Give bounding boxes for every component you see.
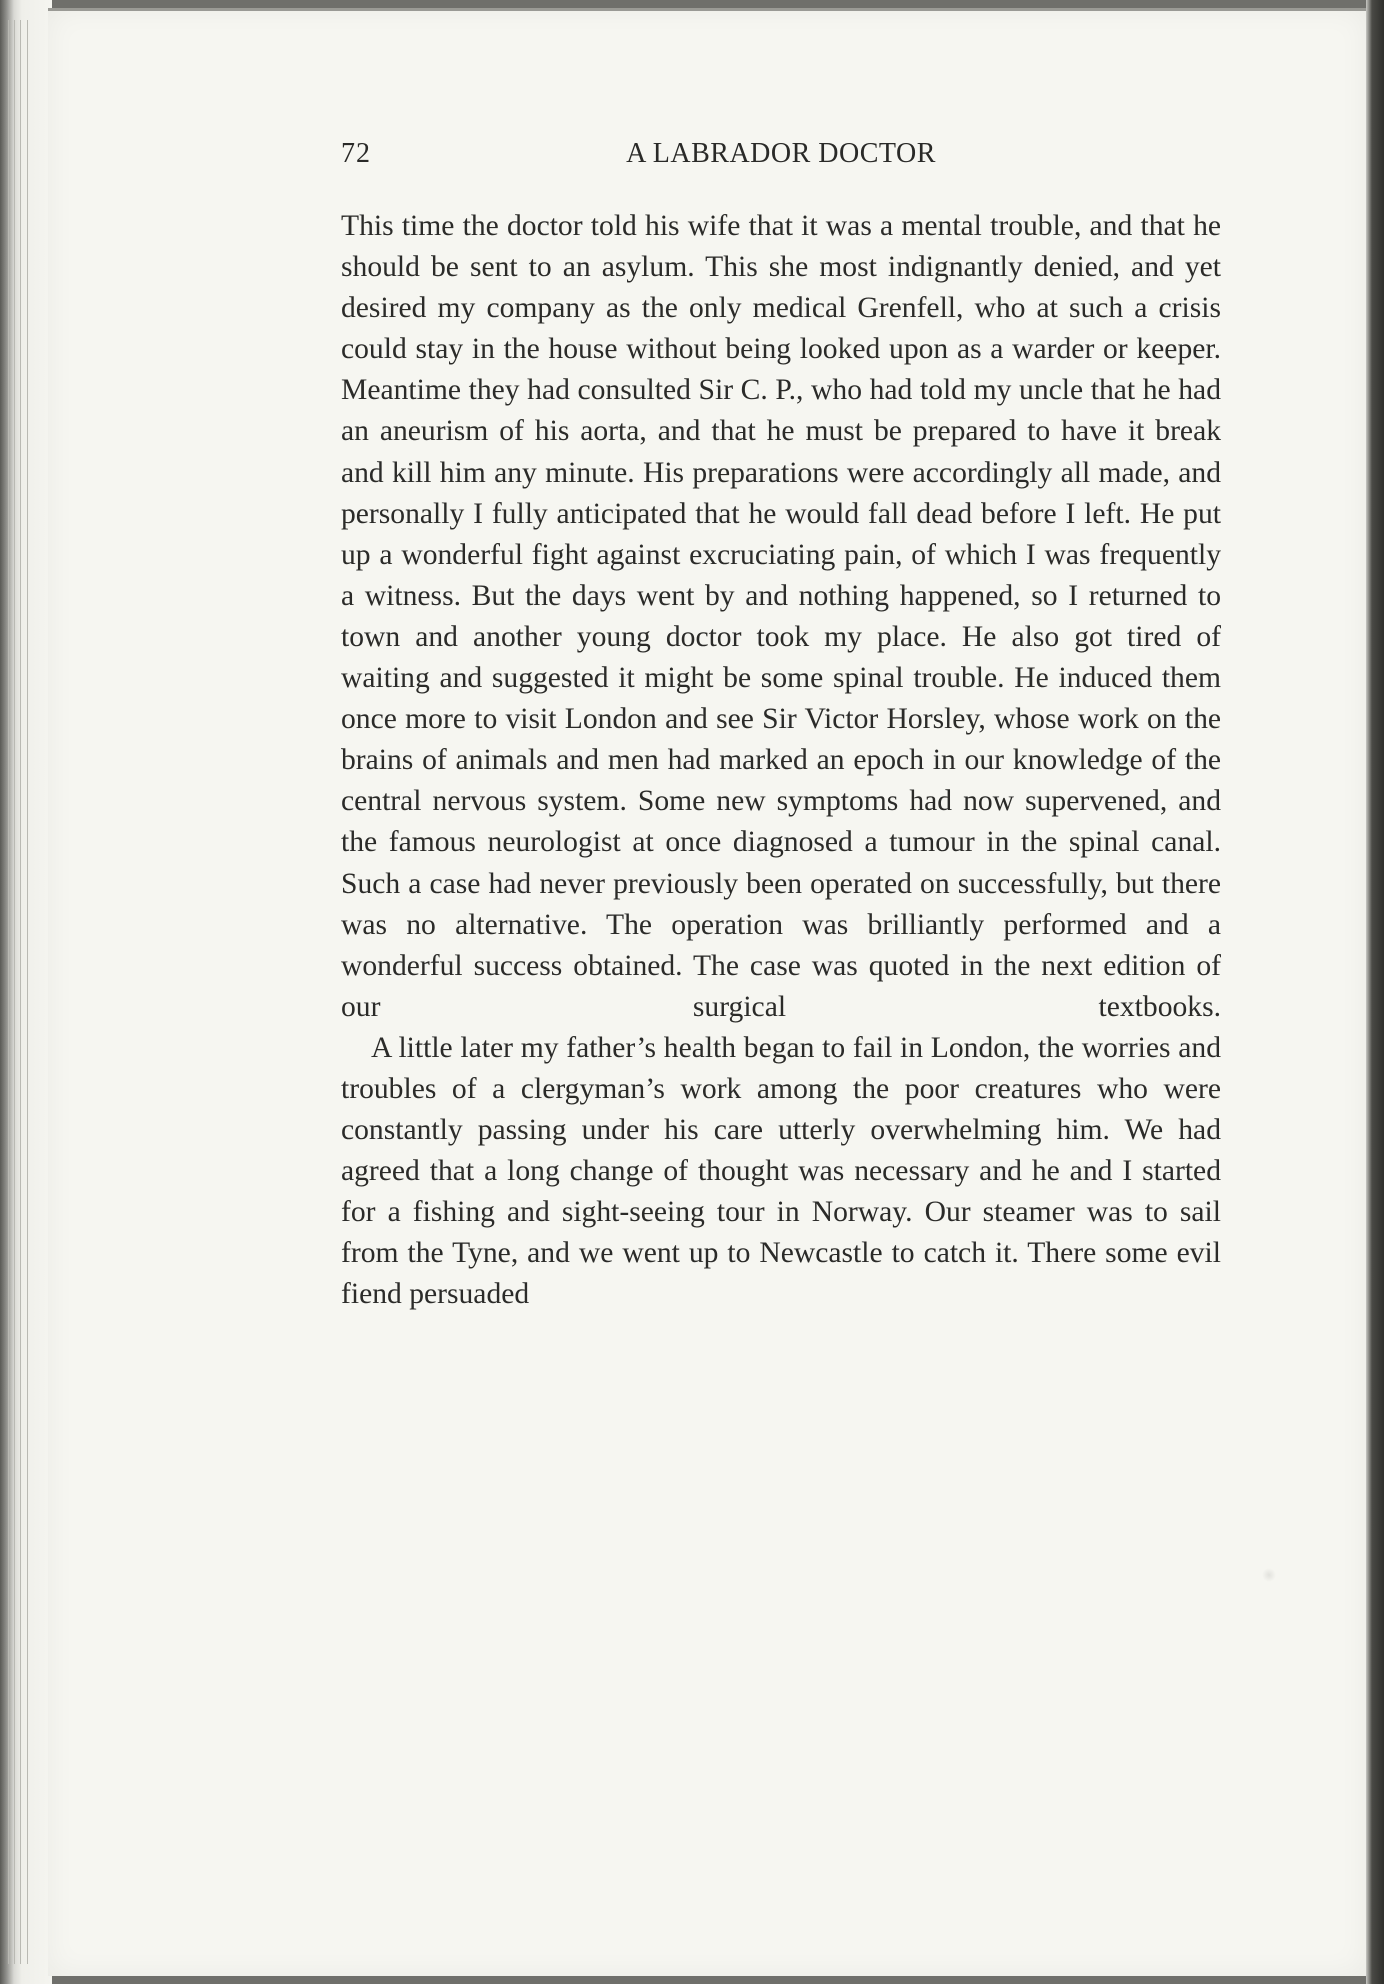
page-top-edge bbox=[48, 8, 1366, 11]
paragraph: This time the doctor told his wife that it was a mental trouble, and that he should be sent to an asylum. This she most indignantly denied, and yet desired my company as the only medical Grenfell, who at such a crisis could stay in the house without being looked upon as a warder or keeper. Meantime they had consulted Sir C. P., who had told my uncle that he had an aneurism of his aorta, and that he must be prepared to have it break and kill him any minute. His preparations were accordingly all made, and personally I fully anticipated that he would fall dead before I left. He put up a wonderful fight against excruciating pain, of which I was frequently a witness. But the days went by and nothing happened, so I returned to town and another young doctor took my place. He also got tired of waiting and suggested it might be some spinal trouble. He induced them once more to visit London and see Sir Victor Horsley, whose work on the brains of animals and men had marked an epoch in our knowledge of the central nervous system. Some new symptoms had now supervened, and the famous neurologist at once diagnosed a tumour in the spinal canal. Such a case had never previously been operated on successfully, but there was no alternative. The operation was brilliantly performed and a wonderful success obtained. The case was quoted in the next edition of our surgical textbooks. bbox=[341, 210, 1221, 1023]
scan-left-margin bbox=[0, 0, 52, 1984]
page-stack-line bbox=[14, 20, 15, 1964]
running-title: A LABRADOR DOCTOR bbox=[626, 138, 936, 169]
page-stack-line bbox=[20, 20, 21, 1964]
page-number: 72 bbox=[341, 138, 371, 169]
running-header bbox=[341, 138, 1221, 188]
body-text bbox=[341, 206, 1221, 1316]
paper-blemish bbox=[1262, 1568, 1276, 1582]
paragraph: A little later my father’s health began to fail in London, the worries and troubles of a clergyman’s work among the poor creatures who were constantly passing under his care utterly overwhelming him. We had agreed that a long change of thought was necessary and he and I started for a fishing and sight-seeing tour in Norway. Our steamer was to sail from the Tyne, and we went up to Newcastle to catch it. There some evil fiend persuaded bbox=[341, 1031, 1221, 1311]
page-stack-line bbox=[27, 20, 28, 1964]
page-stack-line bbox=[8, 20, 9, 1964]
scan-right-margin bbox=[1366, 0, 1384, 1984]
